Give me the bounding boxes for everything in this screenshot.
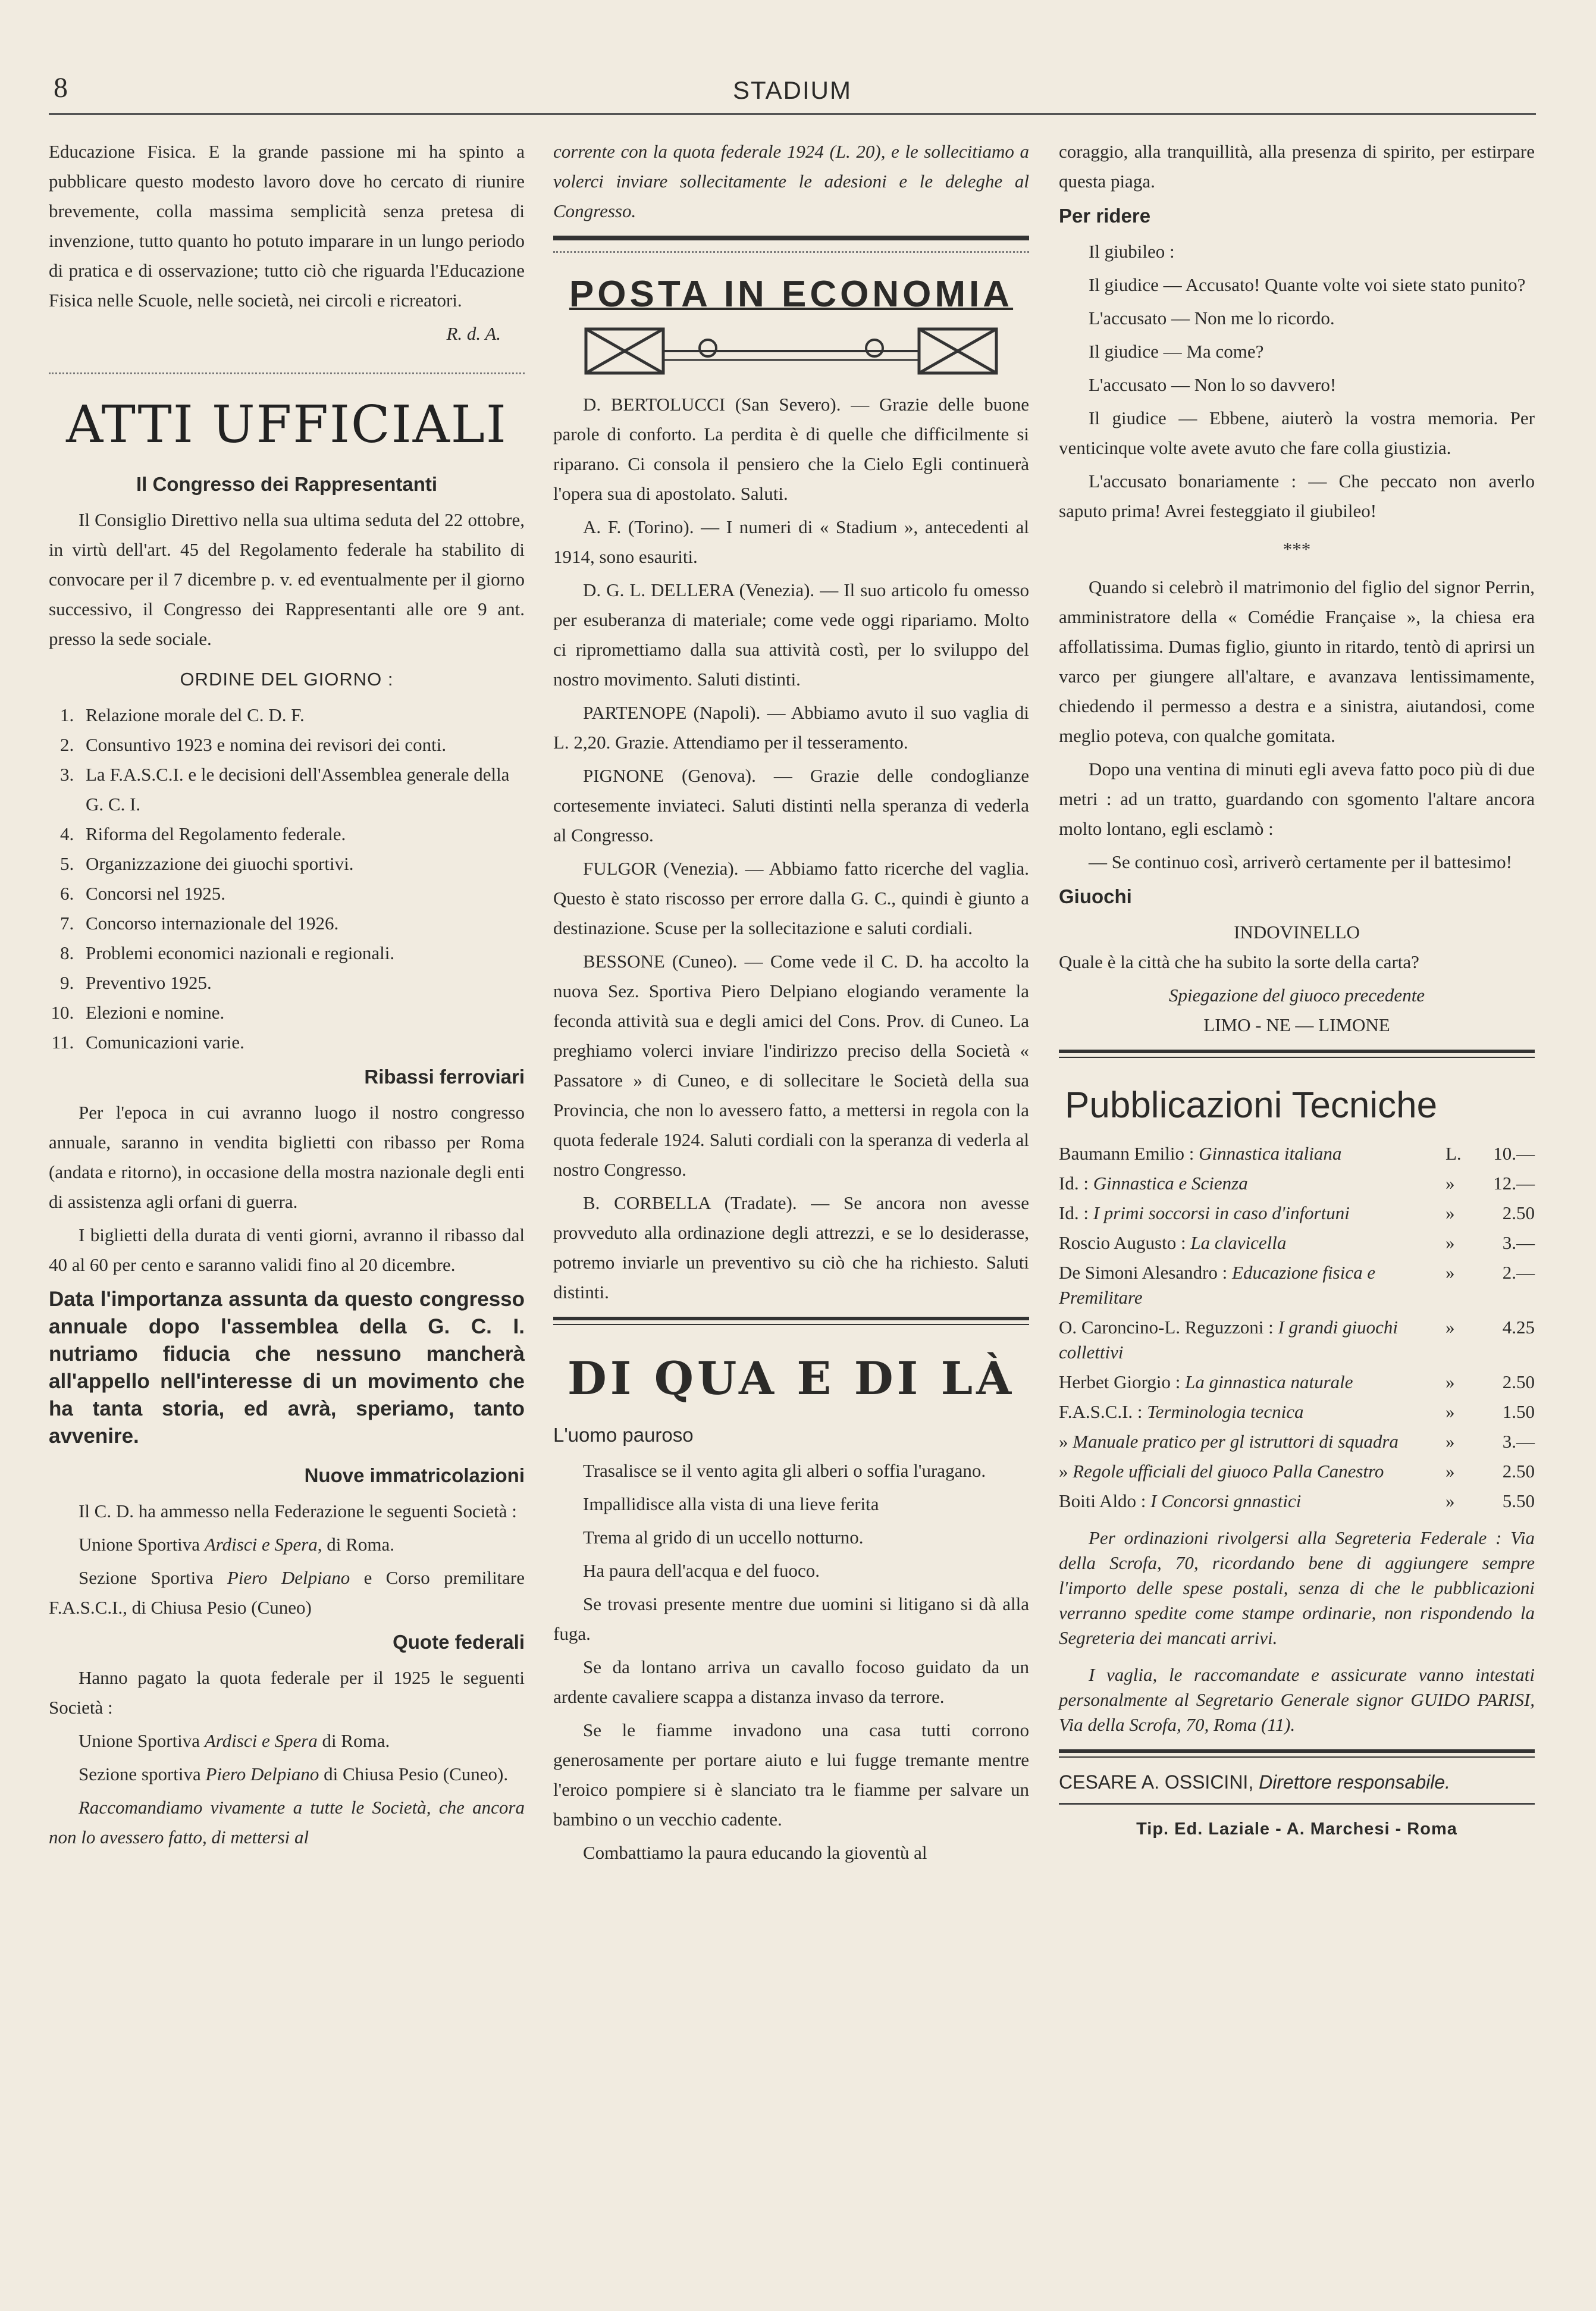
book-entry: Id. : I primi soccorsi in caso d'infortuni » 2.50: [1059, 1203, 1535, 1223]
agenda-item: 4. Riforma del Regolamento federale.: [79, 819, 525, 849]
book-entry: Id. : Ginnastica e Scienza » 12.—: [1059, 1173, 1535, 1194]
intro-paragraph: Educazione Fisica. E la grande passione mi ha spinto a pubblicare questo modesto lavoro dove ho cercato di riunire brevemente, colla massima semplicità senza pretesa di invenzione, tutto quanto ho potuto imparare in un lungo periodo di pratica e di osservazione; tutto ciò che riguarda l'Educazione Fisica nelle Scuole, nelle società, nei circoli e ricreatori.: [49, 141, 525, 311]
letter: A. F. (Torino). — I numeri di « Stadium », antecedenti al 1914, sono esauriti.: [553, 516, 1030, 567]
letter: D. G. L. DELLERA (Venezia). — Il suo articolo fu omesso per esuberanza di materiale; come vede oggi ripariamo. Molto ci ripromettiamo dalla sua attività costì, per lo sviluppo del nostro movimento. Saluti distinti.: [553, 580, 1029, 690]
uomo-line: Ha paura dell'acqua e del fuoco.: [583, 1560, 820, 1581]
divider: [1059, 1803, 1535, 1805]
di-qua-e-di-la-title: DI QUA E DI LÀ: [567, 1352, 1015, 1405]
letter: PIGNONE (Genova). — Grazie delle condoglianze cortesemente inviateci. Saluti distinti nella speranza di vederla al Congresso.: [553, 765, 1029, 846]
rail-paragraph: I biglietti della durata di venti giorni, avranno il ribasso dal 40 al 60 per cento e saranno validi fino al 20 dicembre.: [49, 1225, 525, 1275]
quote-intro: Hanno pagato la quota federale per il 1925 le seguenti Società :: [49, 1667, 525, 1718]
agenda-item: 3. La F.A.S.C.I. e le decisioni dell'Assemblea generale della G. C. I.: [79, 760, 525, 819]
uomo-line: Se le fiamme invadono una casa tutti corrono generosamente per portare aiuto e lui fugge tremante mentre l'eroico pompiere si è slanciato tra le fiamme per salvare un bambino o un vecchio cadente.: [553, 1720, 1029, 1830]
director-line: CESARE A. OSSICINI, Direttore responsabile.: [1059, 1771, 1451, 1793]
book-entry: O. Caroncino-L. Reguzzoni : I grandi giuochi collettivi » 4.25: [1059, 1317, 1535, 1363]
quota-continuation: corrente con la quota federale 1924 (L. 20), e le sollecitiamo a volerci inviare sollecitamente le adesioni e le deleghe al Congresso.: [553, 141, 1029, 221]
letter: BESSONE (Cuneo). — Come vede il C. D. ha accolto la nuova Sez. Sportiva Piero Delpiano elogiando veramente la feconda attività sua e degli amici del Cons. Prov. di Cuneo. La preghiamo volerci inviare l'indirizzo preciso della Società « Passatore » di Cuneo, e di sollecitare le Società della sua Provincia, che non lo avessero fatto, a mettersi in regola con la quota federale 1924. Saluti cordiali con la speranza di vederla al nostro Congresso.: [553, 951, 1030, 1180]
column-3: [1059, 137, 1535, 1844]
letter: D. BERTOLUCCI (San Severo). — Grazie delle buone parole di conforto. La perdita è di quelle che difficilmente si riparano. Ci consola il pensiero che la Cielo Egli continuerà l'opera sua di apostolato. Saluti.: [553, 394, 1029, 504]
congress-heading: Il Congresso dei Rappresentanti: [136, 473, 438, 495]
agenda-list: [49, 700, 525, 1057]
divider: [1059, 1749, 1535, 1758]
letter: PARTENOPE (Napoli). — Abbiamo avuto il suo vaglia di L. 2,20. Grazie. Attendiamo per il tesseramento.: [553, 702, 1029, 753]
spiegazione-answer: LIMO - NE — LIMONE: [1203, 1014, 1390, 1035]
divider: [49, 372, 525, 374]
perrin-paragraph: Dopo una ventina di minuti egli aveva fatto poco più di due metri : ad un tratto, guardando con sgomento l'altare ancora molto lontano, egli esclamò :: [1059, 759, 1535, 839]
uomo-line: Combattiamo la paura educando la gioventù al: [583, 1842, 927, 1863]
congress-text: Il Consiglio Direttivo nella sua ultima seduta del 22 ottobre, in virtù dell'art. 45 del Regolamento federale ha stabilito di convocare per il 7 dicembre p. v. ed eventualmente per il giorno successivo, il Congresso dei Rappresentanti alle ore 9 ant. presso la sede sociale.: [49, 509, 525, 649]
quote-entry: Unione Sportiva Ardisci e Spera di Roma.: [79, 1730, 390, 1751]
divider: [1059, 1050, 1535, 1058]
printer-line: Tip. Ed. Laziale - A. Marchesi - Roma: [1136, 1820, 1457, 1839]
joke-line: Il giudice — Ma come?: [1089, 341, 1264, 362]
joke-line: Il giudice — Ebbene, aiuterò la vostra memoria. Per venticinque volte avete avuto che fare colla giustizia.: [1059, 408, 1535, 458]
agenda-title: ORDINE DEL GIORNO :: [180, 669, 394, 690]
indovinello-title: INDOVINELLO: [1234, 922, 1360, 942]
indovinello-question: Quale è la città che ha subito la sorte della carta?: [1059, 951, 1419, 972]
header-rule: [49, 113, 1536, 115]
joke-line: L'accusato — Non me lo ricordo.: [1089, 308, 1335, 328]
perrin-paragraph: Quando si celebrò il matrimonio del figlio del signor Perrin, amministratore della « Comédie Française », la chiesa era affollatissima. Dumas figlio, giunto in ritardo, tentò di aprirsi un varco per giungere all'altare, e avanzava lentissimamente, chiedendo il permesso a destra e a sinistra, aiutandosi, come meglio poteva, con qualche gomitata.: [1059, 577, 1535, 746]
letter: FULGOR (Venezia). — Abbiamo fatto ricerche del vaglia. Questo è stato riscosso per errore dalla G. C., quindi è giunto a destinazione. Scuse per la sollecitazione e saluti cordiali.: [553, 858, 1030, 938]
divider: [553, 251, 1029, 253]
divider: [553, 236, 1029, 240]
immatr-entry: Sezione Sportiva Piero Delpiano e Corso premilitare F.A.S.C.I., di Chiusa Pesio (Cuneo): [49, 1567, 525, 1618]
agenda-item: 1. Relazione morale del C. D. F.: [79, 700, 525, 730]
vaglia-note: I vaglia, le raccomandate e assicurate vanno intestati personalmente al Segretario Generale signor GUIDO PARISI, Via della Scrofa, 70, Roma (11).: [1059, 1664, 1535, 1735]
joke-line: Il giubileo :: [1089, 241, 1175, 262]
uomo-line: Impallidisce alla vista di una lieve ferita: [583, 1493, 879, 1514]
uomo-pauroso-heading: L'uomo pauroso: [553, 1424, 694, 1446]
letter: B. CORBELLA (Tradate). — Se ancora non avesse provveduto alla ordinazione degli attrezzi, e se lo desiderasse, potremo inviarle un preventivo su ciò che ha richiesto. Saluti distinti.: [553, 1192, 1029, 1302]
envelope-ornament-icon: [583, 324, 999, 378]
book-entry: Roscio Augusto : La clavicella » 3.—: [1059, 1232, 1535, 1253]
book-entry: De Simoni Alesandro : Educazione fisica e Premilitare » 2.—: [1059, 1262, 1535, 1308]
posta-title: POSTA IN ECONOMIA: [569, 274, 1014, 315]
quote-heading: Quote federali: [393, 1631, 525, 1653]
spiegazione-label: Spiegazione del giuoco precedente: [1168, 985, 1425, 1006]
journal-title: STADIUM: [733, 76, 852, 104]
book-entry: Baumann Emilio : Ginnastica italiana L. 10.—: [1059, 1143, 1535, 1164]
column-1: [49, 137, 525, 1856]
book-entry: » Manuale pratico per gl istruttori di squadra » 3.—: [1059, 1431, 1535, 1452]
agenda-item: 9. Preventivo 1925.: [79, 968, 525, 998]
immatr-heading: Nuove immatricolazioni: [304, 1464, 525, 1486]
signature: R. d. A.: [446, 323, 501, 344]
pubblicazioni-title: Pubblicazioni Tecniche: [1065, 1085, 1438, 1126]
immatr-entry: Unione Sportiva Ardisci e Spera, di Roma.: [79, 1534, 394, 1555]
uomo-line: Se trovasi presente mentre due uomini si litigano si dà alla fuga.: [553, 1593, 1029, 1644]
per-ridere-heading: Per ridere: [1059, 205, 1151, 227]
uomo-line: Trasalisce se il vento agita gli alberi o soffia l'uragano.: [583, 1460, 986, 1481]
ordering-note: Per ordinazioni rivolgersi alla Segreteria Federale : Via della Scrofa, 70, ricordando bene di aggiungere sempre l'importo delle spese postali, senza di che le pubblicazioni verranno spedite come stampe ordinarie, non rispondendo la Segreteria dei mancati arrivi.: [1059, 1527, 1535, 1648]
agenda-item: 8. Problemi economici nazionali e regionali.: [79, 938, 525, 968]
quote-entry: Sezione sportiva Piero Delpiano di Chiusa Pesio (Cuneo).: [79, 1764, 509, 1784]
agenda-item: 7. Concorso internazionale del 1926.: [79, 909, 525, 938]
page-header: [49, 65, 1536, 113]
page-number: 8: [54, 72, 68, 104]
recommend-text: Raccomandiamo vivamente a tutte le Società, che ancora non lo avessero fatto, di mettersi al: [49, 1797, 525, 1847]
uomo-continuation: coraggio, alla tranquillità, alla presenza di spirito, per estirpare questa piaga.: [1059, 141, 1535, 192]
agenda-item: 10. Elezioni e nomine.: [79, 998, 525, 1028]
uomo-line: Se da lontano arriva un cavallo focoso guidato da un ardente cavaliere scappa a distanza invaso da terrore.: [553, 1656, 1029, 1707]
joke-line: L'accusato — Non lo so davvero!: [1089, 374, 1337, 395]
book-entry: Boiti Aldo : I Concorsi gnnastici » 5.50: [1059, 1490, 1535, 1511]
uomo-line: Trema al grido di un uccello notturno.: [583, 1527, 864, 1548]
joke-line: L'accusato bonariamente : — Che peccato non averlo saputo prima! Avrei festeggiato il giubileo!: [1059, 471, 1535, 521]
agenda-item: 11. Comunicazioni varie.: [79, 1028, 525, 1057]
giuochi-heading: Giuochi: [1059, 885, 1132, 907]
joke-line: Il giudice — Accusato! Quante volte voi siete stato punito?: [1089, 274, 1526, 295]
book-entry: F.A.S.C.I. : Terminologia tecnica » 1.50: [1059, 1401, 1535, 1422]
agenda-item: 5. Organizzazione dei giuochi sportivi.: [79, 849, 525, 879]
rail-heading: Ribassi ferroviari: [364, 1066, 525, 1088]
agenda-item: 6. Concorsi nel 1925.: [79, 879, 525, 909]
book-entry: » Regole ufficiali del giuoco Palla Canestro » 2.50: [1059, 1461, 1535, 1482]
asterism: ***: [1283, 538, 1311, 559]
column-2: [553, 137, 1029, 1871]
immatr-intro: Il C. D. ha ammesso nella Federazione le seguenti Società :: [79, 1501, 517, 1521]
book-entry: Herbet Giorgio : La ginnastica naturale » 2.50: [1059, 1371, 1535, 1392]
agenda-item: 2. Consuntivo 1923 e nomina dei revisori dei conti.: [79, 730, 525, 760]
perrin-paragraph: — Se continuo così, arriverò certamente per il battesimo!: [1089, 851, 1512, 872]
importance-notice: Data l'importanza assunta da questo congresso annuale dopo l'assemblea della G. C. I. nutriamo fiducia che nessuno mancherà all'appello nell'interesse di un movimento che ha tanta storia, ed avrà, speriamo, tanto avvenire.: [49, 1288, 525, 1448]
atti-ufficiali-title: ATTI UFFICIALI: [66, 395, 507, 455]
rail-paragraph: Per l'epoca in cui avranno luogo il nostro congresso annuale, saranno in vendita biglietti con ribasso per Roma (andata e ritorno), in occasione della mostra nazionale degli enti di assistenza agli orfani di guerra.: [49, 1102, 525, 1212]
divider: [553, 1317, 1029, 1325]
